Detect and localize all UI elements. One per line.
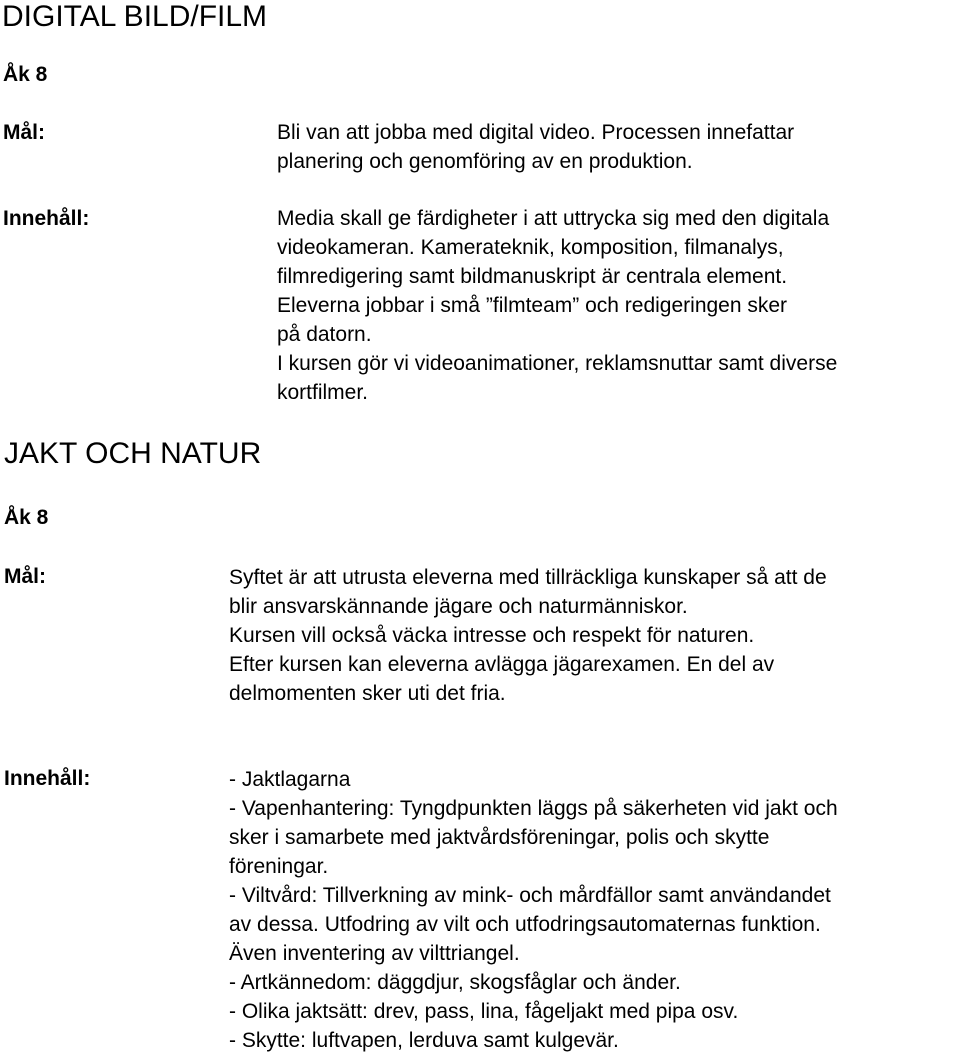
grade-label: Åk 8 bbox=[4, 506, 49, 529]
grade-label: Åk 8 bbox=[3, 63, 48, 86]
content-line: Media skall ge färdigheter i att uttrycka sig med den digitala bbox=[277, 207, 830, 230]
content-line: föreningar. bbox=[229, 855, 329, 878]
goal-line: Syftet är att utrusta eleverna med tillräckliga kunskaper så att de bbox=[229, 566, 827, 589]
content-line: sker i samarbete med jaktvårdsföreningar, polis och skytte bbox=[229, 826, 770, 849]
content-line: - Viltvård: Tillverkning av mink- och mårdfällor samt användandet bbox=[229, 884, 831, 907]
content-line: - Vapenhantering: Tyngdpunkten läggs på säkerheten vid jakt och bbox=[229, 797, 838, 820]
goal-line: delmomenten sker uti det fria. bbox=[229, 682, 506, 705]
content-line: I kursen gör vi videoanimationer, reklamsnuttar samt diverse bbox=[277, 352, 838, 375]
goal-text bbox=[229, 563, 827, 708]
content-line: kortfilmer. bbox=[277, 381, 369, 404]
content-line: Även inventering av vilttriangel. bbox=[229, 942, 520, 965]
content-line: på datorn. bbox=[277, 323, 372, 346]
content-line: - Skytte: luftvapen, lerduva samt kulgevär. bbox=[229, 1029, 619, 1052]
content-line: av dessa. Utfodring av vilt och utfodringsautomaternas funktion. bbox=[229, 913, 821, 936]
content-text bbox=[229, 765, 838, 1055]
goal-line: Kursen vill också väcka intresse och respekt för naturen. bbox=[229, 624, 755, 647]
goal-line: Bli van att jobba med digital video. Processen innefattar bbox=[277, 121, 795, 144]
content-line: videokameran. Kamerateknik, komposition, filmanalys, bbox=[277, 236, 784, 259]
content-line: - Artkännedom: däggdjur, skogsfåglar och änder. bbox=[229, 971, 681, 994]
content-line: Eleverna jobbar i små ”filmteam” och redigeringen sker bbox=[277, 294, 788, 317]
goal-line: blir ansvarskännande jägare och naturmänniskor. bbox=[229, 595, 688, 618]
section-title-jakt-och-natur: JAKT OCH NATUR bbox=[4, 437, 262, 470]
goal-line: Efter kursen kan eleverna avlägga jägarexamen. En del av bbox=[229, 653, 775, 676]
content-label: Innehåll: bbox=[4, 767, 91, 790]
section-title-digital-bild-film: DIGITAL BILD/FILM bbox=[2, 0, 268, 33]
content-text bbox=[277, 204, 837, 407]
goal-line: planering och genomföring av en produktion. bbox=[277, 150, 693, 173]
goal-label: Mål: bbox=[4, 565, 46, 588]
content-line: - Olika jaktsätt: drev, pass, lina, fågeljakt med pipa osv. bbox=[229, 1000, 739, 1023]
content-line: - Jaktlagarna bbox=[229, 768, 351, 791]
content-label: Innehåll: bbox=[3, 207, 90, 230]
content-line: filmredigering samt bildmanuskript är centrala element. bbox=[277, 265, 788, 288]
goal-text bbox=[277, 118, 794, 176]
goal-label: Mål: bbox=[3, 121, 45, 144]
